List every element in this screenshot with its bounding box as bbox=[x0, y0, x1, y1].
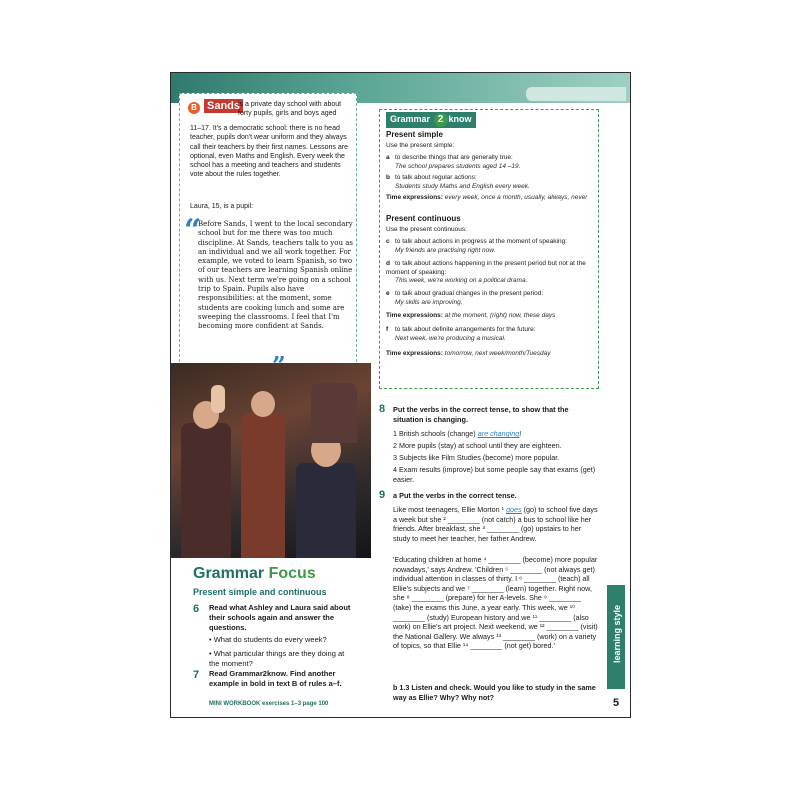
rule-c-key: c bbox=[386, 238, 390, 245]
exercise-7-text: Read Grammar2know. Find another example in bold in text B of rules a–f. bbox=[209, 669, 342, 688]
exercise-6-bullet-2-text: What particular things are they doing at the moment? bbox=[209, 649, 345, 668]
rule-a bbox=[386, 154, 594, 171]
rule-b-key: b bbox=[386, 174, 390, 181]
exercise-8-instructions: Put the verbs in the correct tense, to show that the situation is changing. bbox=[393, 405, 569, 424]
present-continuous-use: Use the present continuous: bbox=[386, 226, 467, 233]
rule-a-example: The school prepares students aged 14 –19. bbox=[395, 162, 521, 170]
open-quote-icon: “ bbox=[184, 213, 202, 248]
text-b-box bbox=[179, 93, 357, 367]
mini-workbook-ref: MINI WORKBOOK exercises 1–3 page 100 bbox=[209, 701, 329, 707]
sands-title: Sands bbox=[204, 99, 243, 113]
rule-f-key: f bbox=[386, 326, 389, 333]
exercise-8-number: 8 bbox=[379, 403, 386, 415]
exercise-9b-instructions: b 1.3 Listen and check. Would you like to study in the same way as Ellie? Why? Why not? bbox=[393, 683, 596, 702]
grammar-focus-title-b: Focus bbox=[268, 565, 316, 582]
exercise-8-item-3: 3 Subjects like Film Studies (become) more popular. bbox=[393, 453, 560, 462]
time-expressions-3-text: tomorrow, next week/month/Tuesday bbox=[444, 350, 551, 357]
raised-hand bbox=[211, 385, 225, 413]
photo-figure bbox=[311, 383, 357, 443]
rule-d-text: to talk about actions happening in the present period but not at the moment of speaking: bbox=[386, 260, 586, 276]
photo-face bbox=[251, 391, 275, 417]
exercise-8-item-1-text: 1 British schools (change) bbox=[393, 429, 478, 438]
grammar-2-know-tag bbox=[386, 112, 476, 128]
exercise-9-paragraph-1-start: Like most teenagers, Ellie Morton ¹ bbox=[393, 505, 507, 514]
textbook-page bbox=[170, 72, 631, 718]
time-expressions-3 bbox=[386, 350, 594, 359]
laura-caption: Laura, 15, is a pupil: bbox=[190, 203, 254, 210]
rule-c-example: My friends are practising right now. bbox=[395, 246, 496, 254]
exercise-8-item-4: 4 Exam results (improve) but some people say that exams (get) easier. bbox=[393, 465, 596, 484]
intro-text: 11–17. It's a democratic school: there is no head teacher, pupils don't wear uniform and they always call their teachers by their first names. Lessons are optional, even Maths and English. Every week the school has a meeting and teachers and students vote about the rules together. bbox=[190, 125, 348, 179]
exercise-9-paragraph-2: 'Educating children at home ⁴ ________ (become) more popular nowadays,' says Andrew. 'Children ⁵ ________ (not always get) individual attention in classes of thirty. I ⁶ ________ (teach) all Ellie's subjects and we ⁷ ________ (learn) together. Right now, she ⁸ ________ (prepare) for her A-levels. She ⁹ ________ (take) the exams this June, a year early. This week, we ¹⁰ ________ (study) European history and we ¹¹ ________ (also work) on Ellie's art project. Next weekend, we ¹² ________ (visit) the National Gallery. We always ¹³ ________ (work) on a variety of topics, so that Ellie ¹⁴ ________ (not get) bored.' bbox=[393, 555, 598, 651]
exercise-6-bullet-1: • What do students do every week? bbox=[209, 635, 327, 644]
learning-style-label: learning style bbox=[612, 604, 622, 664]
rule-a-key: a bbox=[386, 154, 390, 161]
header-tab-shape bbox=[526, 87, 626, 101]
exercise-9-paragraph-1-rest: (go) to school five days a week but she ² ________ (not catch) a bus to school like her friends. After breakfast, she ³ ________ (go) upstairs to her study to meet her teacher, her father Andrew. bbox=[393, 505, 598, 543]
exercise-8-item-1 bbox=[393, 429, 599, 439]
page-number: 5 bbox=[613, 697, 620, 709]
exercise-6-bullet-2: • What particular things are they doing at the moment? bbox=[209, 649, 345, 668]
exercise-8-item-1-answer: are changing bbox=[477, 429, 520, 438]
exercise-9-paragraph-1 bbox=[393, 505, 599, 543]
rule-f-text: to talk about definite arrangements for the future: bbox=[395, 326, 536, 333]
time-expressions-2 bbox=[386, 312, 594, 321]
rule-b bbox=[386, 174, 594, 191]
exercise-6-text: Read what Ashley and Laura said about their schools again and answer the questions. bbox=[209, 603, 351, 632]
exercise-7-number: 7 bbox=[193, 669, 200, 681]
photo-figure bbox=[296, 463, 356, 558]
time-expressions-3-label: Time expressions: bbox=[386, 350, 443, 357]
present-simple-use: Use the present simple: bbox=[386, 142, 455, 149]
grammar-focus-title bbox=[193, 565, 316, 583]
photo-figure bbox=[241, 413, 285, 558]
text-b-badge: B bbox=[188, 102, 200, 114]
exercise-9-number: 9 bbox=[379, 489, 386, 501]
rule-f bbox=[386, 326, 594, 343]
present-simple-title: Present simple bbox=[386, 130, 443, 139]
rule-d bbox=[386, 260, 594, 286]
classroom-photo bbox=[171, 363, 371, 558]
rule-d-key: d bbox=[386, 260, 390, 267]
rule-e-example: My skills are improving. bbox=[395, 298, 463, 306]
time-expressions-2-text: at the moment, (right) now, these days bbox=[444, 312, 556, 319]
exercise-6-bullet-1-text: What do students do every week? bbox=[213, 635, 327, 644]
rule-e-key: e bbox=[386, 290, 390, 297]
tag-number: 2 bbox=[434, 113, 448, 127]
time-expressions-1-label: Time expressions: bbox=[386, 194, 443, 201]
exercise-9a-instructions: a Put the verbs in the correct tense. bbox=[393, 491, 517, 500]
laura-quote: Before Sands, I went to the local secondary school but for me there was too much discipline. At Sands, teachers talk to you as an individual and we all work together. For example, we voted to learn Spanish, so two of our teachers are learning Spanish online with us. Next term we're going on a school trip to Spain. Pupils also have responsibilities: at the moment, some students are cooking lunch and some are sweeping the classrooms. I feel that I'm becoming more confident at Sands. bbox=[198, 220, 353, 331]
time-expressions-1 bbox=[386, 194, 594, 203]
grammar-focus-subtitle: Present simple and continuous bbox=[193, 587, 327, 597]
grammar-focus-title-a: Grammar bbox=[193, 565, 265, 582]
learning-style-sidebar bbox=[607, 585, 625, 689]
time-expressions-1-text: every week, once a month, usually, always, never bbox=[444, 194, 588, 201]
rule-b-example: Students study Maths and English every week. bbox=[395, 182, 530, 190]
rule-c bbox=[386, 238, 594, 255]
photo-figure bbox=[181, 423, 231, 558]
exercise-8-item-1-end: ! bbox=[519, 429, 522, 438]
grammar-2-know-box bbox=[379, 109, 599, 389]
tag-grammar: Grammar bbox=[390, 114, 431, 124]
rule-b-text: to talk about regular actions: bbox=[395, 174, 477, 181]
rule-d-example: This week, we're working on a political drama. bbox=[395, 277, 528, 284]
rule-f-example: Next week, we're producing a musical. bbox=[395, 334, 506, 342]
rule-e bbox=[386, 290, 594, 307]
present-continuous-title: Present continuous bbox=[386, 214, 461, 223]
exercise-6-number: 6 bbox=[193, 603, 200, 615]
exercise-9-answer-1: goes bbox=[506, 505, 522, 514]
tag-know: know bbox=[448, 114, 472, 124]
rule-c-text: to talk about actions in progress at the moment of speaking: bbox=[395, 238, 567, 245]
rule-e-text: to talk about gradual changes in the present period: bbox=[395, 290, 544, 297]
rule-a-text: to describe things that are generally true: bbox=[395, 154, 513, 161]
intro-first-line: is a private day school with about forty pupils, girls and boys aged bbox=[238, 101, 342, 118]
exercise-8-item-2: 2 More pupils (stay) at school until they are eighteen. bbox=[393, 441, 562, 450]
time-expressions-2-label: Time expressions: bbox=[386, 312, 443, 319]
